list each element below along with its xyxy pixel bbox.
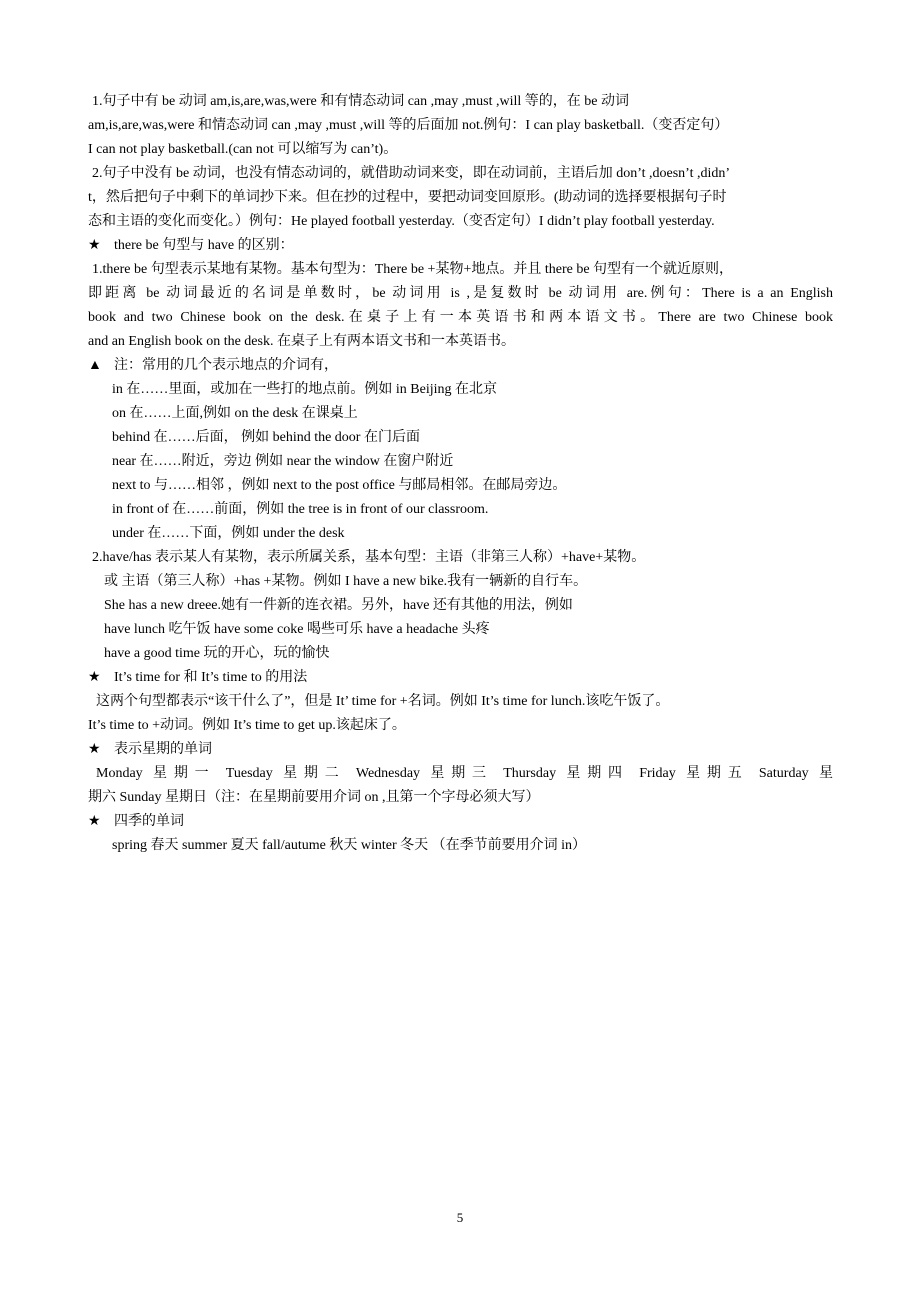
text-line: t，然后把句子中剩下的单词抄下来。但在抄的过程中，要把动词变回原形。(助动词的选择要根据句子时 [88, 190, 727, 205]
section-heading: ★ 表示星期的单词 [88, 738, 833, 762]
star-bullet-icon: ★ [88, 742, 101, 757]
section-heading: ★ 四季的单词 [88, 810, 833, 834]
text-line: She has a new dreee.她有一件新的连衣裙。另外，have 还有其他的用法，例如 [104, 598, 573, 613]
star-bullet-icon: ★ [88, 814, 101, 829]
page-number: 5 [456, 1210, 464, 1225]
text-line: 态和主语的变化而变化。）例句：He played football yesterday.（变否定句）I didn’t play football yesterday. [88, 214, 715, 229]
triangle-bullet-icon: ▲ [88, 358, 102, 373]
note-heading: ▲ 注：常用的几个表示地点的介词有， [88, 354, 833, 378]
text-line: am,is,are,was,were 和情态动词 can ,may ,must ,will 等的后面加 not.例句：I can play basketball.（变否定句） [88, 118, 729, 133]
text-line: have a good time 玩的开心，玩的愉快 [104, 646, 330, 661]
text-line: 或 主语（第三人称）+has +某物。例如 I have a new bike.我有一辆新的自行车。 [104, 574, 588, 589]
text-line: 1.句子中有 be 动词 am,is,are,was,were 和有情态动词 can ,may ,must ,will 等的，在 be 动词 [92, 94, 629, 109]
star-bullet-icon: ★ [88, 238, 101, 253]
text-line: 即距离 be 动词最近的名词是单数时，be 动词用 is ,是复数时 be 动词用 are.例句：There is a an English [88, 286, 833, 301]
preposition-item: in front of 在……前面，例如 the tree is in front of our classroom. [112, 502, 489, 517]
text-line: I can not play basketball.(can not 可以缩写为 can’t)。 [88, 142, 398, 157]
star-bullet-icon: ★ [88, 670, 101, 685]
weekday-line: 期六 Sunday 星期日（注：在星期前要用介词 on ,且第一个字母必须大写） [88, 790, 540, 805]
preposition-item: behind 在……后面， 例如 behind the door 在门后面 [112, 430, 420, 445]
text-line: have lunch 吃午饭 have some coke 喝些可乐 have a headache 头疼 [104, 622, 490, 637]
section-heading: ★ It’s time for 和 It’s time to 的用法 [88, 666, 833, 690]
season-line: spring 春天 summer 夏天 fall/autume 秋天 winter 冬天 （在季节前要用介词 in） [112, 838, 587, 853]
text-line: 1.there be 句型表示某地有某物。基本句型为：There be +某物+地点。并且 there be 句型有一个就近原则， [92, 262, 734, 277]
section-heading: ★ there be 句型与 have 的区别： [88, 234, 833, 258]
document-body [88, 90, 833, 858]
text-line: 这两个句型都表示“该干什么了”，但是 It’ time for +名词。例如 It’s time for lunch.该吃午饭了。 [96, 694, 670, 709]
preposition-item: next to 与……相邻 ，例如 next to the post office 与邮局相邻。在邮局旁边。 [112, 478, 567, 493]
text-line: It’s time to +动词。例如 It’s time to get up.该起床了。 [88, 718, 406, 733]
text-line: 2.句子中没有 be 动词，也没有情态动词的，就借助动词来变，即在动词前，主语后加 don’t ,doesn’t ,didn’ [92, 166, 731, 181]
text-line: 2.have/has 表示某人有某物，表示所属关系，基本句型：主语（非第三人称）+have+某物。 [92, 550, 646, 565]
weekday-line: Monday 星期一 Tuesday 星期二 Wednesday 星期三 Thursday 星期四 Friday 星期五 Saturday 星 [96, 766, 833, 781]
preposition-item: on 在……上面,例如 on the desk 在课桌上 [112, 406, 358, 421]
preposition-item: under 在……下面，例如 under the desk [112, 526, 345, 541]
text-line: book and two Chinese book on the desk.在桌子上有一本英语书和两本语文书。There are two Chinese book [88, 310, 833, 325]
preposition-item: near 在……附近，旁边 例如 near the window 在窗户附近 [112, 454, 454, 469]
preposition-item: in 在……里面，或加在一些打的地点前。例如 in Beijing 在北京 [112, 382, 497, 397]
text-line: and an English book on the desk. 在桌子上有两本语文书和一本英语书。 [88, 334, 515, 349]
